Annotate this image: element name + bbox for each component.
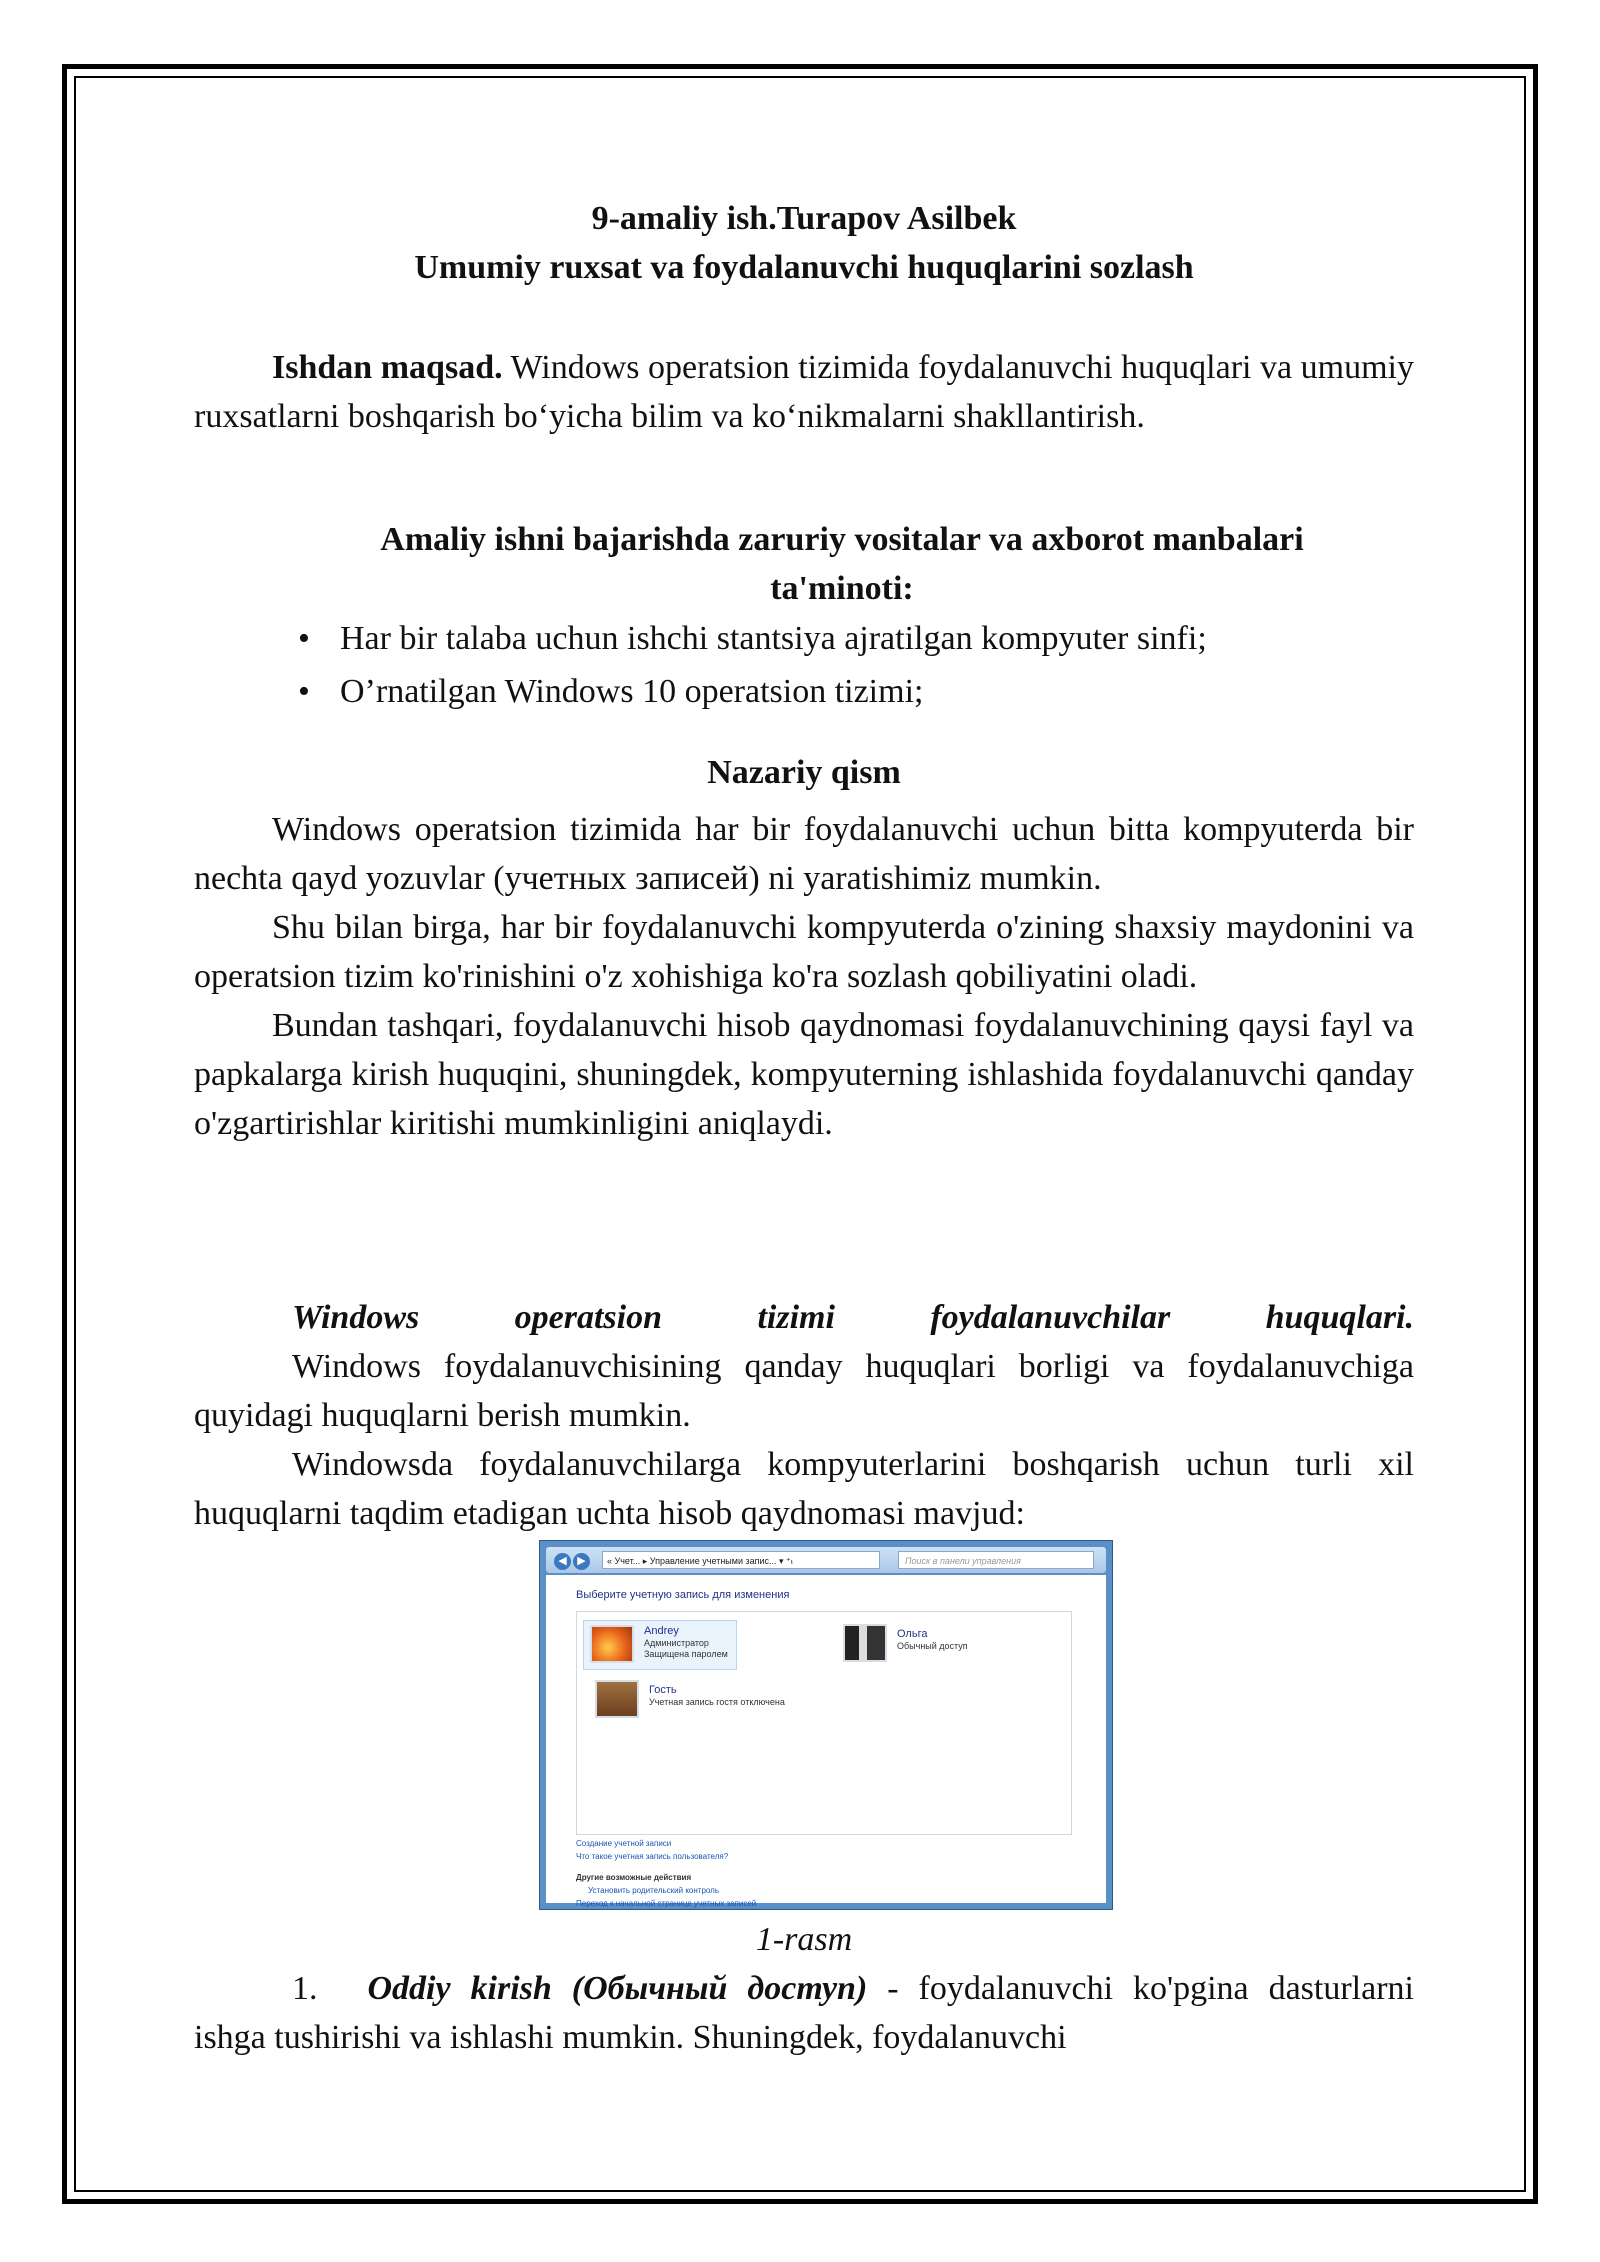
address-bar: « Учет... ▸ Управление учетными запис... ▾ ⁺ₜ [602,1551,880,1569]
purpose-text: Windows operatsion tizimida foydalanuvchi huquqlari va umumiy ruxsatlarni boshqarish bo‘yicha bilim va ko‘nikmalarni shakllantirish. [194,349,1414,435]
tools-list [294,614,1414,716]
other-actions-heading: Другие возможные действия [576,1873,692,1882]
rights-paragraph: Windows foydalanuvchisining qanday huquqlari borligi va foydalanuvchiga quyidagi huquqlarni berish mumkin. [194,1348,1414,1434]
choose-account-heading: Выберите учетную запись для изменения [576,1589,790,1601]
avatar [843,1624,887,1662]
purpose-label: Ishdan maqsad. [272,349,503,386]
item1-paragraph [194,1964,1414,2062]
figure-caption: 1-rasm [755,1921,853,1958]
title-block [194,194,1414,292]
list-item: • O’rnatilgan Windows 10 operatsion tizimi; [294,667,1414,716]
create-account-link: Создание учетной записи [576,1839,672,1848]
account-olga: Ольга Обычный доступ [843,1624,968,1662]
item-number: 1. [292,1970,318,2007]
bullet-icon: • [298,673,310,710]
tools-heading: Amaliy ishni bajarishda zaruriy vositalar va axborot manbalari ta'minoti: [380,521,1304,607]
theory-paragraph: Bundan tashqari, foydalanuvchi hisob qaydnomasi foydalanuvchining qaysi fayl va papkalarga kirish huquqini, shuningdek, kompyuterning ishlashida foydalanuvchi qanday o'zgartirishlar kiritishi mumkinligini aniqlaydi. [194,1007,1414,1142]
search-input: Поиск в панели управления [898,1551,1094,1569]
theory-paragraph: Shu bilan birga, har bir foydalanuvchi kompyuterda o'zining shaxsiy maydonini va operatsion tizim ko'rinishini o'z xohishiga ko'ra sozlash qobiliyatini oladi. [194,909,1414,995]
purpose-paragraph [194,343,1414,441]
window-titlebar [546,1547,1106,1573]
avatar [590,1625,634,1663]
theory-paragraphs [194,805,1414,1148]
parental-control-link: Установить родительский контроль [588,1886,720,1895]
accounts-panel [576,1611,1072,1835]
avatar [595,1680,639,1718]
rights-paragraphs [194,1342,1414,1538]
item-term: Oddiy kirish (Обычный доступ) [367,1970,868,2007]
page-title: 9-amaliy ish.Turapov Asilbek [591,200,1017,237]
page-subtitle: Umumiy ruxsat va foydalanuvchi huquqlarini sozlash [414,249,1194,286]
account-guest: Гость Учетная запись гостя отключена [595,1680,785,1718]
theory-heading: Nazariy qism [707,754,901,791]
bullet-icon: • [298,620,310,657]
forward-arrow-icon: ▶ [573,1553,590,1570]
nav-buttons [554,1551,598,1569]
item-text: - foydalanuvchi ko'pgina dasturlarni ishga tushirishi va ishlashi mumkin. Shuningdek, foydalanuvchi [194,1970,1414,2056]
back-arrow-icon: ◀ [554,1553,571,1570]
what-is-account-link: Что такое учетная запись пользователя? [576,1852,729,1861]
rights-paragraph: Windowsda foydalanuvchilarga kompyuterlarini boshqarish uchun turli xil huquqlarni taqdim etadigan uchta hisob qaydnomasi mavjud: [194,1446,1414,1532]
rights-heading: Windows operatsion tizimi foydalanuvchilar huquqlari. [292,1299,1414,1336]
accounts-home-link: Переход к начальной странице учетных записей [576,1899,757,1908]
theory-paragraph: Windows operatsion tizimida har bir foydalanuvchi uchun bitta kompyuterda bir nechta qayd yozuvlar (учетных записей) ni yaratishimiz mumkin. [194,811,1414,897]
window-body [546,1575,1106,1908]
list-item: • Har bir talaba uchun ishchi stantsiya ajratilgan kompyuter sinfi; [294,614,1414,663]
accounts-screenshot [540,1541,1112,1909]
account-andrey: Andrey Администратор Защищена паролем [583,1620,737,1670]
